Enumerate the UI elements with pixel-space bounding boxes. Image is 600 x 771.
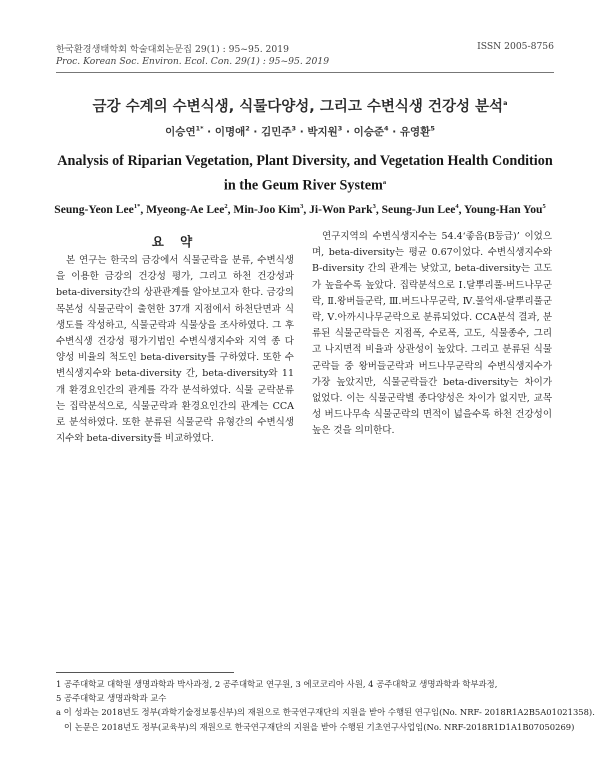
footnote-divider [56,672,234,673]
abstract-column-left [56,253,294,447]
title-ko-footnote-mark: a [503,99,508,108]
footnotes [56,677,595,734]
footnote-funding-b: 이 논문은 2018년도 정부(교육부)의 재원으로 한국연구재단의 지원을 받아 수행된 기초연구사업임(No. NRF-2018R1D1A1B07050269) [64,721,575,732]
authors-ko: 이승연$^{1*}$ · 이명애$^2$ · 김민주$^3$ · 박지원$^3$ · 이승준$^4$ · 유영환$^5$ [165,124,435,138]
abstract-paragraph-1: 본 연구는 한국의 금강에서 식물군락을 분류, 수변식생을 이용한 금강의 건강성 평가, 그리고 하천 건강성과 beta-diversity간의 상관관계를 알아보고자 한다. 금강의 목본성 식물군락이 출현한 37개 지점에서 하천단면과 식생도를 작성하고, 식물군락과 식물상을 조사하였다. 그 후 수변식생 건강성 평가기법인 수변식생지수와 지역 종 다양성 비율의 척도인 beta-diversity를 구하였다. 또한 수변식생지수와 beta-diversity 간, beta-diversity와 11개 환경요인간의 관계를 각각 분석하였다. 식물 군락분류는 집락분석으로, 식물군락과 환경요인간의 관계는 CCA로 분석하였다. 또한 분류된 식물군락 유형간의 수변식생지수와 beta-diversity를 비교하였다. [56,255,294,445]
title-en-footnote-mark: a [382,179,387,186]
journal-header [56,41,554,55]
paper-title-ko: 금강 수계의 수변식생, 식물다양성, 그리고 수변식생 건강성 분석$^a$ [92,99,508,115]
footnote-affiliations: 1 공주대학교 대학원 생명과학과 박사과정, 2 공주대학교 연구원, 3 에코코리아 사원, 4 공주대학교 생명과학과 학부과정, [56,679,498,689]
abstract-paragraph-2: 연구지역의 수변식생지수는 54.4‘좋음(B등급)’ 이었으며, beta-diversity는 평균 0.67이었다. 수변식생지수와 B-diversity 간의 관계는 낮았고, beta-diversity는 고도가 높을수록 높았다. 집락분석으로 Ⅰ.달뿌리풀-버드나무군락, Ⅱ.왕버들군락, Ⅲ.버드나무군락, Ⅳ.물억새-달뿌리풀군락, Ⅴ.아까시나무군락으로 분류되었다. CCA분석 결과, 분류된 식물군락들은 지점폭, 수로폭, 고도, 식물종수, 그리고 나지면적 비율과 상관성이 높았다. 그리고 분류된 식물군락들 중 왕버들군락과 버드나무군락의 수변식생지수가 가장 높았지만, 식물군락들간 beta-diversity는 차이가 없었다. 이는 식물군락별 종다양성은 차이가 없지만, 교목성 버드나무속 식물군락의 면적이 넓을수록 하천 건강성이 높은 것을 의미한다. [312,231,552,437]
header-divider [56,72,554,73]
footnote-funding-a: a 이 성과는 2018년도 정부(과학기술정보통신부)의 재원으로 한국연구재단의 지원을 받아 수행된 연구임(No. NRF- 2018R1A2B5A01021358). [56,707,595,718]
issn: ISSN 2005-8756 [477,41,554,52]
journal-title-en: Proc. Korean Soc. Environ. Ecol. Con. 29(1) : 95~95. 2019 [56,56,330,67]
footnote-affiliations-cont: 5 공주대학교 생명과학과 교수 [56,693,167,704]
abstract-column-right [312,229,552,440]
abstract-heading: 요 약 [151,234,199,249]
journal-title-ko: 한국환경생태학회 학술대회논문집 29(1) : 95~95. 2019 [56,44,289,55]
paper-title-en: Analysis of Riparian Vegetation, Plant Diversity, and Vegetation Health Condition in the Geum River System$^a$ [57,153,553,194]
authors-en: Seung-Yeon Lee$^{1*}$, Myeong-Ae Lee$^2$, Min-Joo Kim$^3$, Ji-Won Park$^3$, Seung-Jun Lee$^4$, Young-Han You$^5$ [54,203,546,216]
